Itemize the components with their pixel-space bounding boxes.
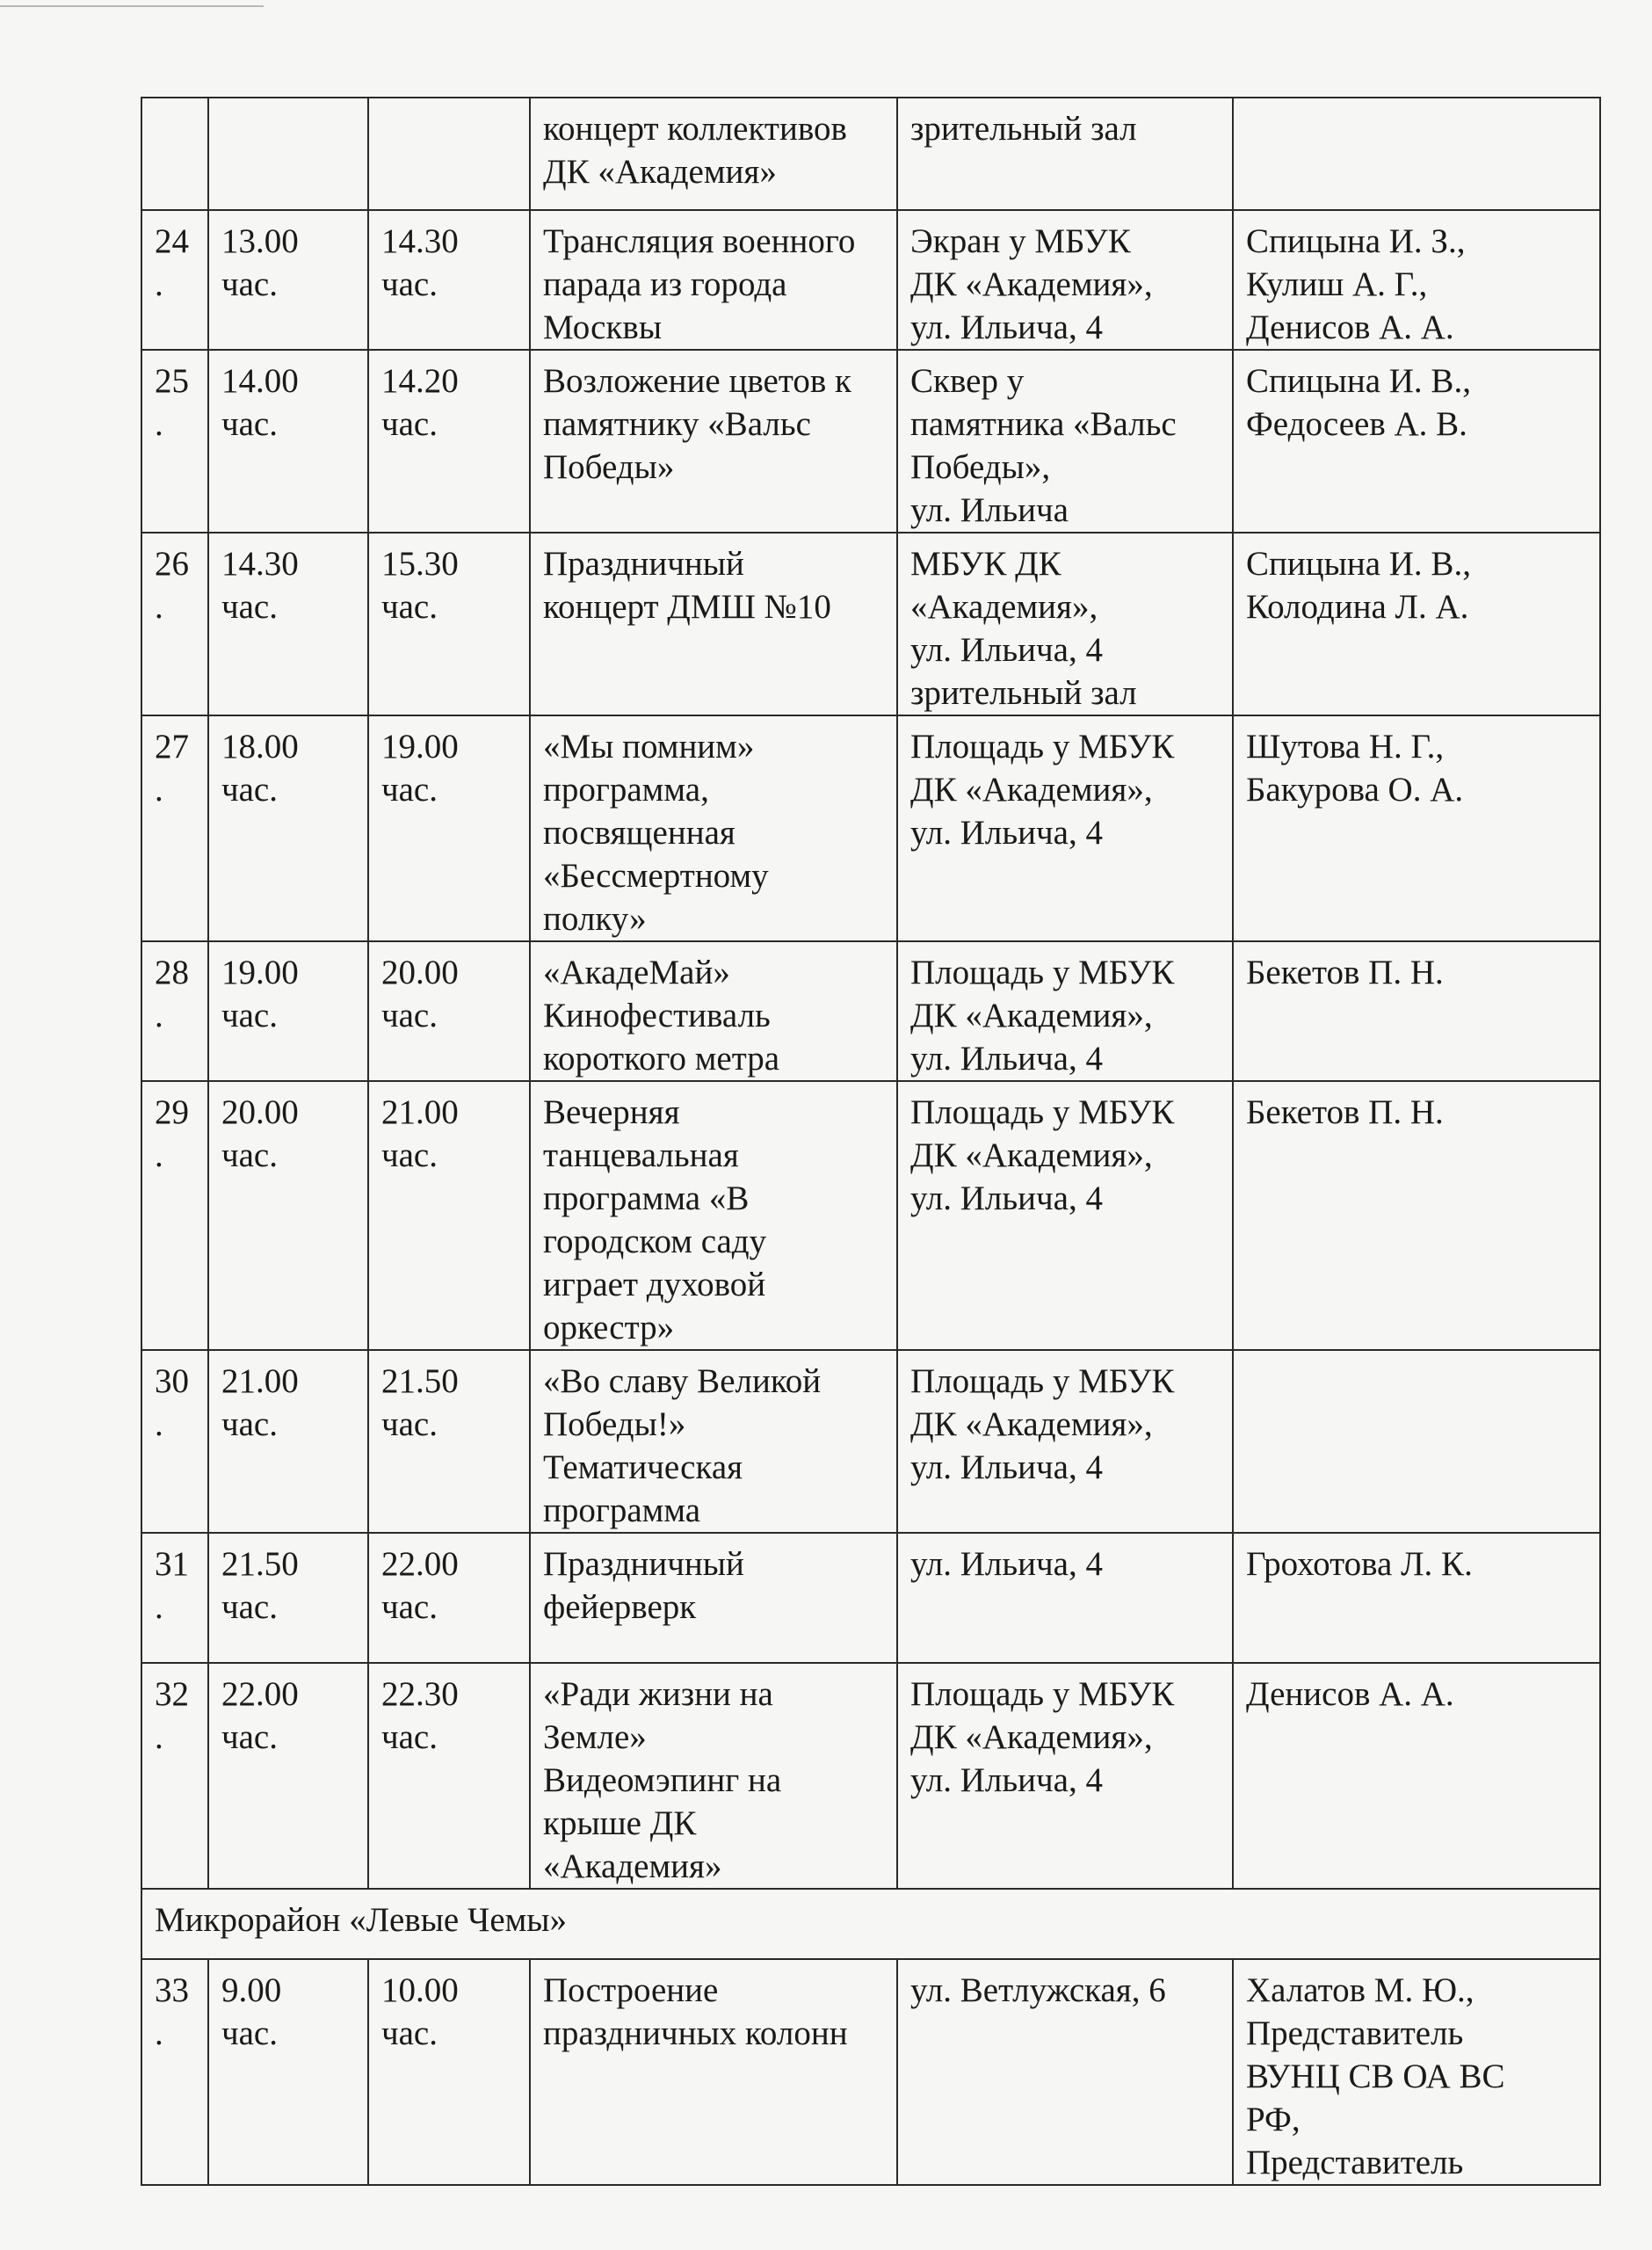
event-name: «Мы помним» программа, посвященная «Бессмертному полку» [530,715,897,941]
start-time: 21.50 час. [208,1533,368,1663]
event-schedule-table [141,97,1601,2186]
row-number: 24. [141,210,208,350]
event-responsible: Спицына И. З., Кулиш А. Г., Денисов А. А. [1233,210,1600,350]
event-name: Возложение цветов к памятнику «Вальс Победы» [530,350,897,533]
event-name: концерт коллективов ДК «Академия» [530,98,897,210]
event-place: ул. Ильича, 4 [897,1533,1233,1663]
table-row [141,1350,1600,1533]
event-name: «Ради жизни на Земле» Видеомэпинг на крыше ДК «Академия» [530,1663,897,1889]
end-time: 21.50 час. [368,1350,530,1533]
row-number: 26. [141,533,208,715]
end-time: 14.30 час. [368,210,530,350]
event-name: Построение праздничных колонн [530,1959,897,2185]
row-number: 33. [141,1959,208,2185]
event-responsible: Денисов А. А. [1233,1663,1600,1889]
event-name: «Во славу Великой Победы!» Тематическая программа [530,1350,897,1533]
start-time [208,98,368,210]
section-heading-row [141,1889,1600,1959]
end-time: 20.00 час. [368,941,530,1081]
event-place: Площадь у МБУК ДК «Академия», ул. Ильича, 4 [897,1663,1233,1889]
event-place: Площадь у МБУК ДК «Академия», ул. Ильича, 4 [897,941,1233,1081]
table-row [141,533,1600,715]
start-time: 14.00 час. [208,350,368,533]
row-number: 25. [141,350,208,533]
section-heading: Микрорайон «Левые Чемы» [141,1889,1600,1959]
event-responsible: Спицына И. В., Колодина Л. А. [1233,533,1600,715]
event-name: Праздничный фейерверк [530,1533,897,1663]
row-number: 32. [141,1663,208,1889]
table-row [141,1533,1600,1663]
row-number [141,98,208,210]
event-responsible: Спицына И. В., Федосеев А. В. [1233,350,1600,533]
row-number: 27. [141,715,208,941]
event-responsible: Бекетов П. Н. [1233,941,1600,1081]
table-row [141,210,1600,350]
end-time: 22.30 час. [368,1663,530,1889]
start-time: 19.00 час. [208,941,368,1081]
event-responsible: Халатов М. Ю., Представитель ВУНЦ СВ ОА ВС РФ, Представитель [1233,1959,1600,2185]
end-time: 21.00 час. [368,1081,530,1350]
start-time: 18.00 час. [208,715,368,941]
row-number: 29. [141,1081,208,1350]
event-place: Экран у МБУК ДК «Академия», ул. Ильича, 4 [897,210,1233,350]
event-place: Площадь у МБУК ДК «Академия», ул. Ильича, 4 [897,1350,1233,1533]
end-time: 14.20 час. [368,350,530,533]
event-responsible: Грохотова Л. К. [1233,1533,1600,1663]
row-number: 30. [141,1350,208,1533]
event-place: Сквер у памятника «Вальс Победы», ул. Ильича [897,350,1233,533]
table-row [141,1081,1600,1350]
event-place: Площадь у МБУК ДК «Академия», ул. Ильича, 4 [897,715,1233,941]
event-place: МБУК ДК «Академия», ул. Ильича, 4 зрительный зал [897,533,1233,715]
table-row [141,98,1600,210]
schedule-body [141,98,1600,2185]
event-name: Вечерняя танцевальная программа «В городском саду играет духовой оркестр» [530,1081,897,1350]
event-place: ул. Ветлужская, 6 [897,1959,1233,2185]
event-name: Трансляция военного парада из города Москвы [530,210,897,350]
table-row [141,941,1600,1081]
end-time: 19.00 час. [368,715,530,941]
start-time: 22.00 час. [208,1663,368,1889]
event-responsible: Бекетов П. Н. [1233,1081,1600,1350]
row-number: 28. [141,941,208,1081]
start-time: 13.00 час. [208,210,368,350]
scan-edge-line [0,5,264,7]
end-time: 22.00 час. [368,1533,530,1663]
end-time: 10.00 час. [368,1959,530,2185]
end-time [368,98,530,210]
start-time: 9.00 час. [208,1959,368,2185]
event-name: Праздничный концерт ДМШ №10 [530,533,897,715]
event-name: «АкадеМай» Кинофестиваль короткого метра [530,941,897,1081]
start-time: 21.00 час. [208,1350,368,1533]
table-row [141,350,1600,533]
start-time: 14.30 час. [208,533,368,715]
table-row [141,1663,1600,1889]
event-place: зрительный зал [897,98,1233,210]
table-row [141,1959,1600,2185]
event-responsible [1233,98,1600,210]
table-row [141,715,1600,941]
end-time: 15.30 час. [368,533,530,715]
start-time: 20.00 час. [208,1081,368,1350]
event-responsible [1233,1350,1600,1533]
event-responsible: Шутова Н. Г., Бакурова О. А. [1233,715,1600,941]
row-number: 31. [141,1533,208,1663]
event-place: Площадь у МБУК ДК «Академия», ул. Ильича, 4 [897,1081,1233,1350]
